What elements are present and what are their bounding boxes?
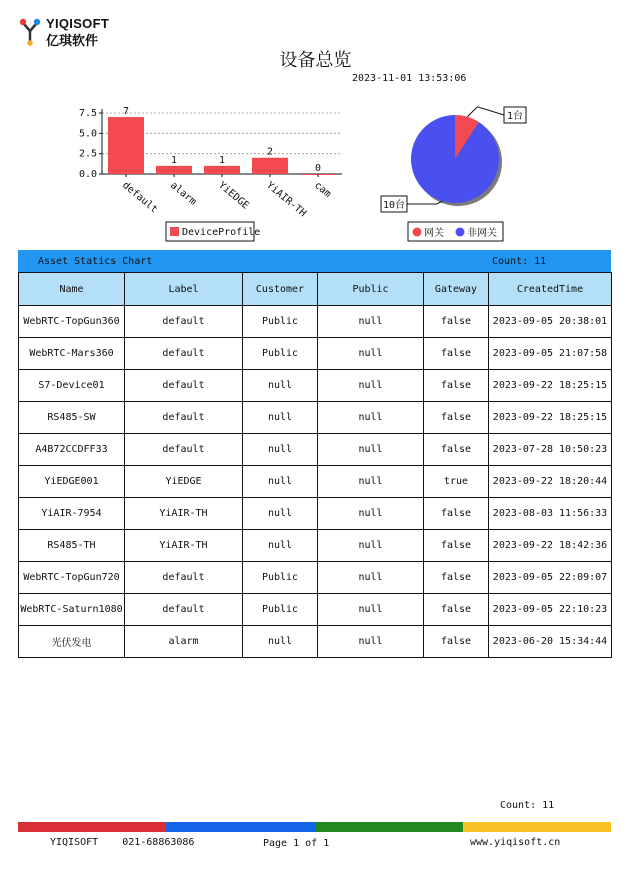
table-row (19, 498, 612, 530)
cell-name: WebRTC-Mars360 (19, 338, 125, 370)
company-logo (18, 16, 128, 48)
cell-public: null (318, 594, 424, 626)
column-header-name: Name (19, 273, 125, 306)
cell-public: null (318, 626, 424, 658)
cell-public: null (318, 370, 424, 402)
cell-createdtime: 2023-09-22 18:20:44 (489, 466, 612, 498)
cell-label: YiAIR-TH (125, 498, 243, 530)
color-bar-red (18, 822, 166, 832)
bar-data-label: 1 (170, 154, 178, 166)
cell-name: 光伏发电 (19, 626, 125, 658)
table-row (19, 370, 612, 402)
cell-createdtime: 2023-08-03 11:56:33 (489, 498, 612, 530)
legend-swatch-gateway (413, 228, 422, 237)
page-title: 设备总览 (279, 50, 352, 71)
cell-createdtime: 2023-07-28 10:50:23 (489, 434, 612, 466)
cell-label: default (125, 562, 243, 594)
x-tick-label: cam (312, 179, 333, 200)
cell-gateway: true (424, 466, 489, 498)
cell-name: YiEDGE001 (19, 466, 125, 498)
footer-contact (50, 837, 212, 848)
logo-text-en: YIQISOFT (46, 16, 110, 31)
cell-gateway: false (424, 434, 489, 466)
cell-name: WebRTC-TopGun720 (19, 562, 125, 594)
cell-public: null (318, 466, 424, 498)
pie-slice-1 (411, 115, 499, 203)
cell-public: null (318, 530, 424, 562)
bar-YiAIR-TH (252, 158, 288, 174)
table-row (19, 594, 612, 626)
cell-label: default (125, 338, 243, 370)
footer-color-bar (18, 822, 611, 832)
cell-name: RS485-SW (19, 402, 125, 434)
cell-createdtime: 2023-09-22 18:42:36 (489, 530, 612, 562)
cell-public: null (318, 562, 424, 594)
table-row (19, 466, 612, 498)
cell-gateway: false (424, 498, 489, 530)
gateway-pie-chart (370, 96, 550, 246)
pie-data-label: 1台 (506, 111, 524, 122)
report-timestamp: 2023-11-01 13:53:06 (352, 73, 467, 84)
cell-gateway: false (424, 338, 489, 370)
legend-label-non-gateway: 非网关 (467, 228, 497, 239)
footer-phone: 021-68863086 (122, 837, 195, 848)
bar-data-label: 1 (218, 154, 226, 166)
cell-gateway: false (424, 402, 489, 434)
cell-createdtime: 2023-09-05 20:38:01 (489, 306, 612, 338)
cell-createdtime: 2023-09-05 22:10:23 (489, 594, 612, 626)
pie-leader-line (407, 201, 443, 204)
cell-label: default (125, 306, 243, 338)
x-tick-label: default (120, 179, 160, 216)
cell-gateway: false (424, 562, 489, 594)
column-header-createdtime: CreatedTime (489, 273, 612, 306)
cell-name: A4B72CCDFF33 (19, 434, 125, 466)
cell-name: S7-Device01 (19, 370, 125, 402)
cell-customer: null (243, 466, 318, 498)
cell-createdtime: 2023-09-05 22:09:07 (489, 562, 612, 594)
cell-gateway: false (424, 530, 489, 562)
asset-table-section (18, 250, 611, 658)
x-tick-label: YiAIR-TH (264, 179, 309, 220)
cell-label: YiEDGE (125, 466, 243, 498)
cell-gateway: false (424, 370, 489, 402)
cell-label: default (125, 434, 243, 466)
table-title-bar (18, 250, 611, 272)
cell-label: YiAIR-TH (125, 530, 243, 562)
footer-company: YIQISOFT (50, 837, 99, 848)
cell-gateway: false (424, 626, 489, 658)
bar-default (108, 117, 144, 174)
cell-createdtime: 2023-06-20 15:34:44 (489, 626, 612, 658)
legend-label-deviceprofile: DeviceProfile (182, 227, 261, 238)
bar-data-label: 7 (122, 106, 130, 118)
table-row (19, 530, 612, 562)
yiqisoft-logo-icon (18, 16, 42, 46)
x-tick-label: alarm (168, 179, 199, 208)
cell-name: RS485-TH (19, 530, 125, 562)
cell-public: null (318, 434, 424, 466)
table-title: Asset Statics Chart (38, 256, 153, 267)
legend-swatch-non-gateway (456, 228, 465, 237)
pie-leader-line (467, 107, 504, 117)
cell-public: null (318, 402, 424, 434)
cell-name: WebRTC-Saturn1080 (19, 594, 125, 626)
bar-YiEDGE (204, 166, 240, 174)
cell-customer: null (243, 530, 318, 562)
cell-customer: Public (243, 306, 318, 338)
logo-text-cn: 亿琪软件 (46, 34, 99, 49)
cell-createdtime: 2023-09-22 18:25:15 (489, 370, 612, 402)
bar-data-label: 0 (314, 163, 322, 174)
color-bar-green (315, 822, 463, 832)
y-tick-label: 0.0 (78, 169, 97, 180)
table-row (19, 338, 612, 370)
cell-public: null (318, 498, 424, 530)
cell-customer: Public (243, 338, 318, 370)
table-row (19, 306, 612, 338)
pie-data-label: 10台 (382, 200, 406, 211)
asset-table (18, 272, 612, 658)
column-header-public: Public (318, 273, 424, 306)
cell-gateway: false (424, 594, 489, 626)
column-header-gateway: Gateway (424, 273, 489, 306)
cell-name: YiAIR-7954 (19, 498, 125, 530)
footer-website[interactable]: www.yiqisoft.cn (470, 837, 561, 848)
cell-customer: null (243, 626, 318, 658)
bar-alarm (156, 166, 192, 174)
cell-customer: null (243, 402, 318, 434)
cell-public: null (318, 338, 424, 370)
table-row (19, 434, 612, 466)
table-row (19, 402, 612, 434)
table-row (19, 626, 612, 658)
cell-label: alarm (125, 626, 243, 658)
cell-customer: null (243, 498, 318, 530)
table-body (19, 306, 612, 658)
legend-swatch-deviceprofile (170, 227, 179, 236)
x-tick-label: YiEDGE (216, 179, 251, 212)
device-profile-bar-chart (60, 96, 350, 246)
column-header-customer: Customer (243, 273, 318, 306)
footer-count: Count: 11 (500, 800, 555, 811)
cell-createdtime: 2023-09-05 21:07:58 (489, 338, 612, 370)
y-tick-label: 5.0 (78, 128, 97, 140)
footer-page-number: Page 1 of 1 (263, 838, 330, 849)
cell-label: default (125, 402, 243, 434)
table-row (19, 562, 612, 594)
color-bar-blue (166, 822, 314, 832)
cell-customer: null (243, 434, 318, 466)
pie-chart-svg (370, 96, 550, 246)
y-tick-label: 2.5 (78, 148, 97, 160)
y-tick-label: 7.5 (78, 108, 97, 119)
cell-gateway: false (424, 306, 489, 338)
bar-data-label: 2 (266, 146, 274, 158)
cell-name: WebRTC-TopGun360 (19, 306, 125, 338)
column-header-label: Label (125, 273, 243, 306)
cell-customer: Public (243, 594, 318, 626)
cell-label: default (125, 594, 243, 626)
color-bar-yellow (463, 822, 611, 832)
cell-createdtime: 2023-09-22 18:25:15 (489, 402, 612, 434)
cell-label: default (125, 370, 243, 402)
table-count: Count: 11 (492, 256, 547, 267)
cell-customer: null (243, 370, 318, 402)
cell-customer: Public (243, 562, 318, 594)
cell-public: null (318, 306, 424, 338)
table-header-row (19, 273, 612, 306)
bar-chart-svg (60, 96, 350, 246)
legend-label-gateway: 网关 (424, 228, 444, 239)
